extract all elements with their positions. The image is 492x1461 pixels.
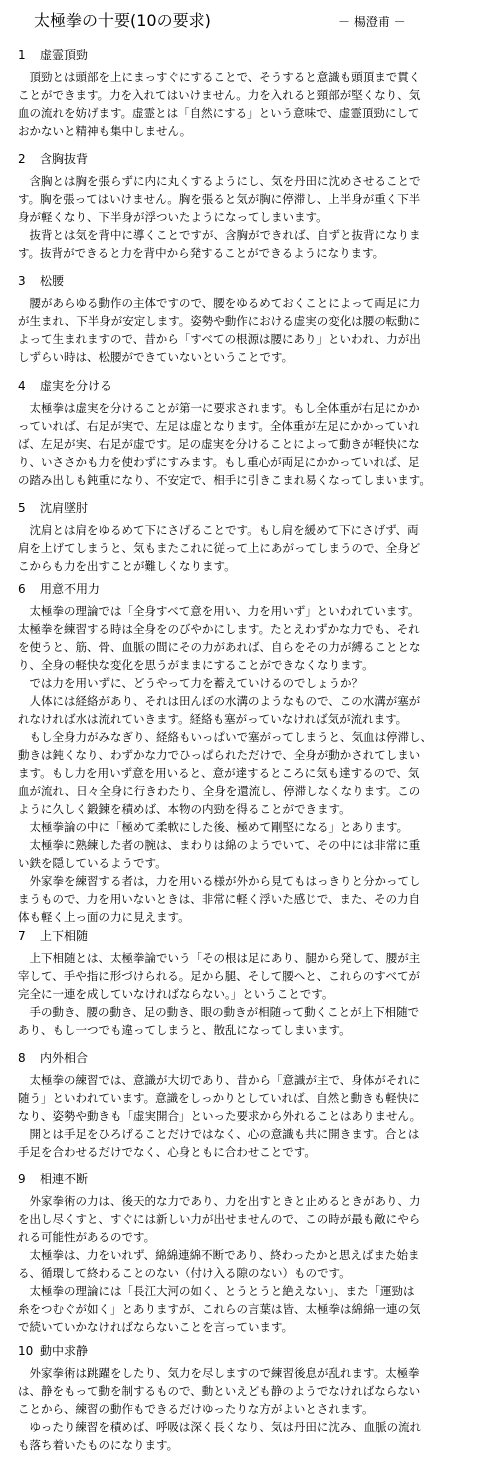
body-text-line: 体も軽く上っ面の力に見えます。 bbox=[18, 910, 190, 924]
section-heading bbox=[18, 499, 88, 517]
body-text-line: 頂勁とは頭部を上にまっすぐにすることで、そうすると意識も頭頂まで貫く bbox=[18, 70, 421, 84]
section-number: 3 bbox=[18, 274, 26, 288]
section-title: 松腰 bbox=[40, 274, 65, 288]
body-text-line: は、静をもって動を制するもので、動といえども静のようでなければならない bbox=[18, 1384, 421, 1398]
body-text-line: 身が軽くなり、下半身が浮ついたようになってしまいます。 bbox=[18, 210, 328, 224]
body-text-line: る、循環して終わることのない（付け入る隙のない）ものです。 bbox=[18, 1266, 351, 1280]
body-text-line: 宰して、手や指に形づけられる。足から腿、そして腰へと、これらのすべてが bbox=[18, 969, 421, 983]
body-text-line: なり、姿勢や動きも「虚実開合」といった要求から外れることはありません。 bbox=[18, 1109, 422, 1123]
body-text-line: 腰があらゆる動作の主体ですので、腰をゆるめておくことによって両足に力 bbox=[18, 296, 421, 310]
document-title: 太極拳の十要(10の要求) bbox=[34, 11, 211, 30]
body-text-line: ように久しく鍛錬を積めば、本物の内勁を得ることができます。 bbox=[18, 802, 351, 816]
body-text-line: ことから、練習の動作もできるだけゆったりな方がよいとされます。 bbox=[18, 1402, 374, 1416]
body-text-line: ます。もし力を用いず意を用いると、意が達するところに気も達するので、気 bbox=[18, 766, 420, 780]
section-title: 虚実を分ける bbox=[40, 379, 113, 393]
body-text-line: の踏み出しも鈍重になり、不安定で、相手に引きこまれ易くなってしまいます。 bbox=[18, 473, 431, 487]
body-text-line: も落ち着いたものになります。 bbox=[18, 1438, 179, 1452]
body-text-line: 太極拳の練習では、意識が大切であり、昔から「意識が主で、身体がそれに bbox=[18, 1073, 421, 1087]
body-text-line: を出し尽くすと、すぐには新しい力が出せませんので、この時が最も敵にやら bbox=[18, 1212, 421, 1226]
body-text-line: っていれば、右足が実で、左足は虚となります。全体重が左足にかかっていれ bbox=[18, 419, 420, 433]
body-text-line: もし全身力がみなぎり、経絡もいっぱいで塞がってしまうと、気血は停滞し、 bbox=[18, 730, 432, 744]
body-text-line: い鉄を隠しているようです。 bbox=[18, 856, 167, 870]
body-text-line: 開とは手足をひろげることだけではなく、心の意識も共に開きます。合とは bbox=[18, 1127, 420, 1141]
body-text-line: あり、もし一つでも違ってしまうと、散乱になってしまいます。 bbox=[18, 1023, 351, 1037]
body-text-line: を使うと、筋、骨、血脈の間にその力があれば、自らをその力が縛ることとな bbox=[18, 640, 421, 654]
body-text-line: こからも力を出すことが難しくなります。 bbox=[18, 559, 236, 573]
body-text-line: り、全身の軽快な変化を思うがままにすることができなくなります。 bbox=[18, 658, 374, 672]
section-title: 含胸抜背 bbox=[40, 152, 89, 166]
section-heading bbox=[18, 1049, 88, 1067]
body-text-line: 肩を上げてしまうと、気もまたこれに従って上にあがってしまうので、全身ど bbox=[18, 541, 421, 555]
section-title: 用意不用力 bbox=[40, 582, 101, 596]
body-text-line: 沈肩とは肩をゆるめて下にさげることです。もし肩を緩めて下にさげず、両 bbox=[18, 523, 419, 537]
body-text-line: まうもので、力を用いないときは、非常に軽く浮いた感じで、また、その力自 bbox=[18, 892, 421, 906]
section-heading bbox=[18, 1170, 88, 1188]
section-number: 5 bbox=[18, 501, 26, 515]
body-text-line: り、いささかも力を使わずにすみます。もし重心が両足にかかっていれば、足 bbox=[18, 455, 420, 469]
body-text-line: 血の流れを妨げます。虚霊とは「自然にする」という意味で、虚霊頂勁にして bbox=[18, 106, 420, 120]
section-heading bbox=[18, 377, 112, 395]
body-text-line: 含胸とは胸を張らずに内に丸くするようにし、気を丹田に沈めさせることで bbox=[18, 174, 421, 188]
body-text-line: では力を用いずに、どうやって力を蓄えていけるのでしょうか？ bbox=[18, 676, 363, 690]
author-name: － 楊澄甫 － bbox=[338, 15, 406, 29]
body-text-line: よって生まれますので、昔から「すべての根源は腰にあり」といわれ、力が出 bbox=[18, 332, 421, 346]
section-heading bbox=[18, 927, 88, 945]
body-text-line: 外家拳術の力は、後天的な力であり、力を出すときと止めるときがあり、力 bbox=[18, 1194, 421, 1208]
body-text-line: ば、左足が実、右足が虚です。足の虚実を分けることによって動きが軽快にな bbox=[18, 437, 420, 451]
section-title: 内外相合 bbox=[40, 1051, 89, 1065]
body-text-line: す。胸を張ってはいけません。胸を張ると気が胸に停滞し、上半身が重く下半 bbox=[18, 192, 421, 206]
section-number: 4 bbox=[18, 379, 26, 393]
body-text-line: 太極拳は虚実を分けることが第一に要求されます。もし全体重が右足にかか bbox=[18, 401, 420, 415]
section-number: 8 bbox=[18, 1051, 26, 1065]
body-text-line: 太極拳論の中に「極めて柔軟にした後、極めて剛堅になる」とあります。 bbox=[18, 820, 409, 834]
section-title: 上下相随 bbox=[40, 929, 89, 943]
body-text-line: 抜背とは気を背中に導くことですが、含胸ができれば、自ずと抜背になりま bbox=[18, 228, 421, 242]
body-text-line: 血が流れ、日々全身に行きわたり、全身を還流し、停滞しなくなります。この bbox=[18, 784, 421, 798]
body-text-line: す。抜背ができると力を背中から発することができるようになります。 bbox=[18, 246, 385, 260]
body-text-line: 太極拳に熟練した者の腕は、まわりは綿のようでいて、その中には非常に重 bbox=[18, 838, 421, 852]
body-text-line: しずらい時は、松腰ができていないということです。 bbox=[18, 350, 294, 364]
section-heading bbox=[18, 272, 64, 290]
section-title: 沈肩墜肘 bbox=[40, 501, 89, 515]
body-text-line: 外家拳術は跳躍をしたり、気力を尽しますので練習後息が乱れます。太極拳 bbox=[18, 1366, 420, 1380]
section-heading bbox=[18, 46, 88, 64]
body-text-line: 手足を合わせるだけでなく、心身ともに合わせことです。 bbox=[18, 1145, 316, 1159]
body-text-line: 糸をつむぐが如く」とありますが、これらの言葉は皆、太極拳は綿綿一連の気 bbox=[18, 1302, 421, 1316]
body-text-line: れる可能性があるのです。 bbox=[18, 1230, 156, 1244]
body-text-line: 上下相随とは、太極拳論でいう「その根は足にあり、腿から発して、腰が主 bbox=[18, 951, 421, 965]
body-text-line: ことができます。力を入れてはいけません。力を入れると頸部が堅くなり、気 bbox=[18, 88, 421, 102]
body-text-line: 太極拳を練習する時は全身をのびやかにします。たとえわずかな力でも、それ bbox=[18, 622, 420, 636]
body-text-line: おかないと精神も集中しません。 bbox=[18, 124, 192, 138]
section-heading bbox=[18, 1342, 88, 1360]
body-text-line: 人体には経絡があり、それは田んぼの水溝のようなもので、この水溝が塞が bbox=[18, 694, 421, 708]
section-number: 6 bbox=[18, 582, 26, 596]
body-text-line: ゆったり練習を積めば、呼吸は深く長くなり、気は丹田に沈み、血脈の流れ bbox=[18, 1420, 422, 1434]
document-header bbox=[0, 10, 492, 32]
section-title: 相連不断 bbox=[40, 1172, 89, 1186]
body-text-line: 手の動き、腰の動き、足の動き、眼の動きが相随って動くことが上下相随で bbox=[18, 1005, 420, 1019]
section-heading bbox=[18, 150, 88, 168]
body-text-line: 随う」といわれています。意識をしっかりとしていれば、自然と動きも軽快に bbox=[18, 1091, 420, 1105]
body-text-line: 完全に一連を成していなければならない。」ということです。 bbox=[18, 987, 334, 1001]
section-number: 1 bbox=[18, 48, 26, 62]
section-number: 10 bbox=[18, 1344, 34, 1358]
section-title: 動中求静 bbox=[40, 1344, 89, 1358]
body-text-line: 太極拳の理論には「長江大河の如く、とうとうと絶えない」、また「運勁は bbox=[18, 1284, 415, 1298]
body-text-line: 太極拳の理論では「全身すべて意を用い、力を用いず」といわれています。 bbox=[18, 604, 420, 618]
section-heading bbox=[18, 580, 100, 598]
body-text-line: 太極拳は、力をいれず、綿綿連綿不断であり、終わったかと思えばまた始ま bbox=[18, 1248, 420, 1262]
body-text-line: 外家拳を練習する者は，力を用いる様が外から見てもはっきりと分かってし bbox=[18, 874, 421, 888]
body-text-line: 動きは鈍くなり、わずかな力でひっぱられただけで、全身が動かされてしまい bbox=[18, 748, 421, 762]
section-title: 虚霊頂勁 bbox=[40, 48, 89, 62]
body-text-line: で続いていかなければならないことを言っています。 bbox=[18, 1320, 294, 1334]
section-number: 7 bbox=[18, 929, 26, 943]
section-number: 2 bbox=[18, 152, 26, 166]
body-text-line: が生まれ、下半身が安定します。姿勢や動作における虚実の変化は腰の転動に bbox=[18, 314, 421, 328]
body-text-line: れなければ水は流れていきます。経絡も塞がっていなければ気が流れます。 bbox=[18, 712, 408, 726]
section-number: 9 bbox=[18, 1172, 26, 1186]
